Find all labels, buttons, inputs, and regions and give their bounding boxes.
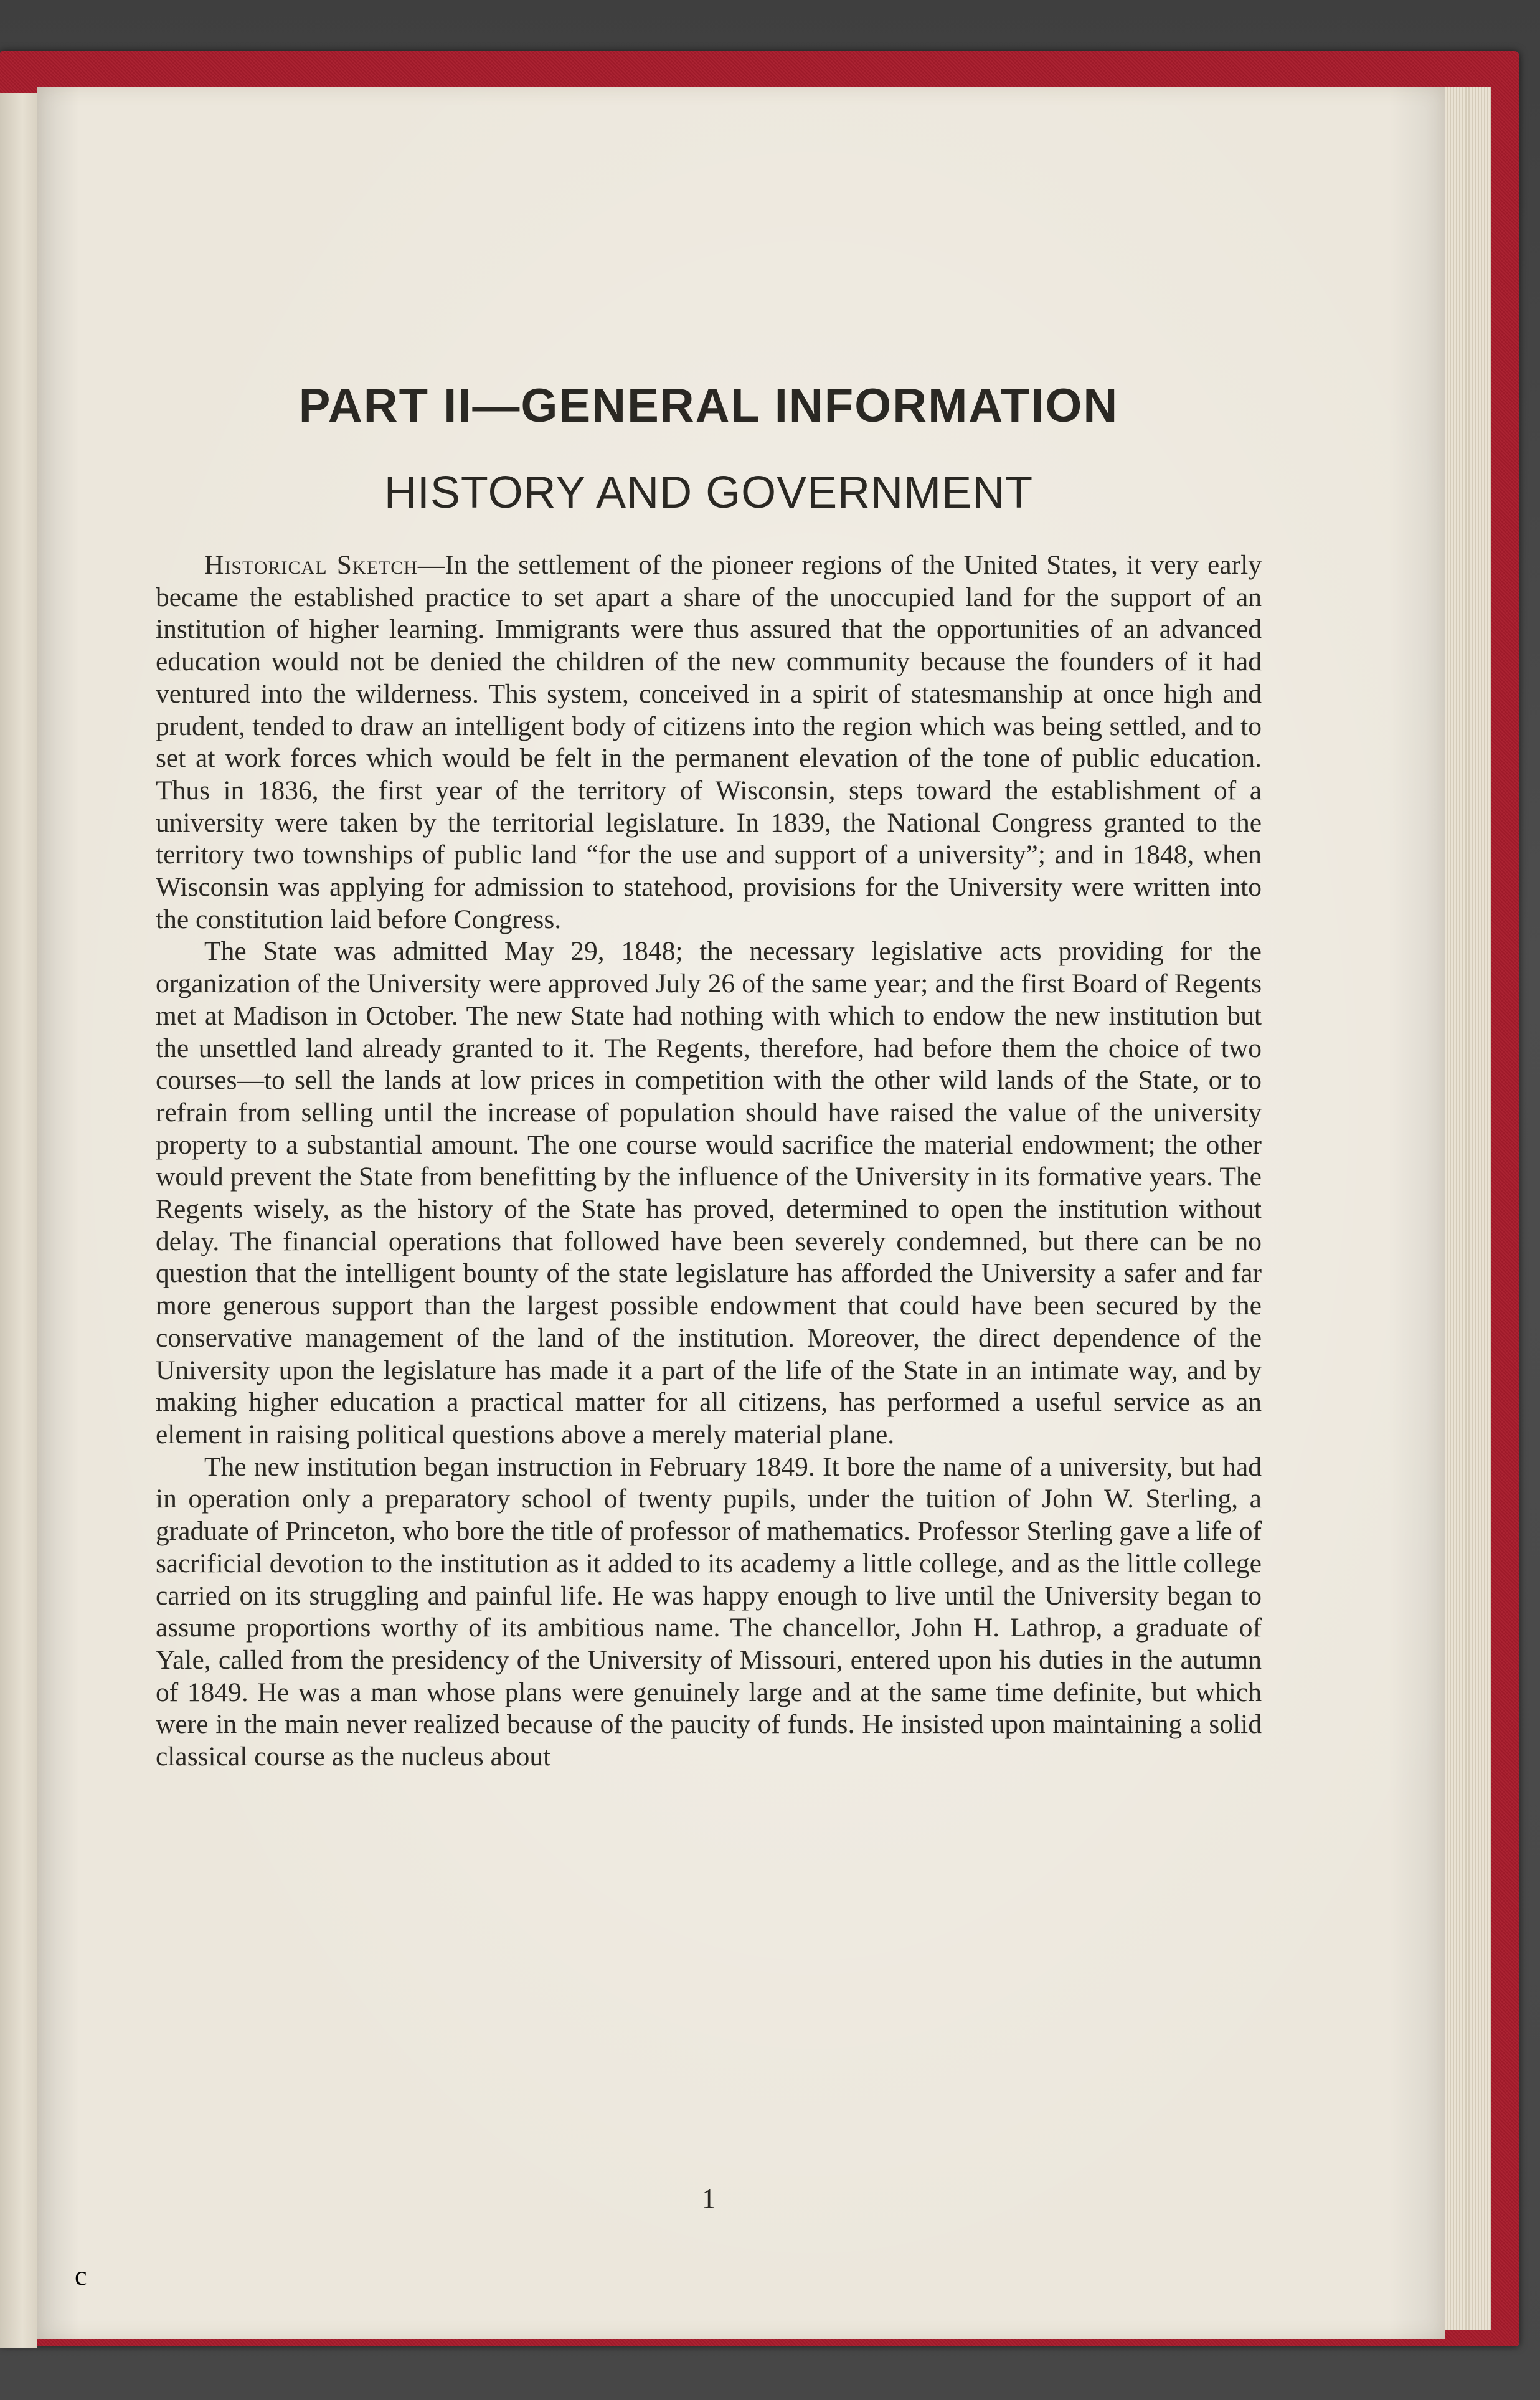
signature-mark: c [75, 2260, 87, 2291]
paragraph-2: The State was admitted May 29, 1848; the necessary legislative acts providing for the organization of the University were approved July 26 of the same year; and the first Board of Regents met at Madison in October. The new State had nothing with which to endow the new institution but the unsettled land already granted to it. The Regents, therefore, had before them the choice of two courses—to sell the lands at low prices in competition with the other wild lands of the State, or to refrain from selling until the increase of population should have raised the value of the university property to a substantial amount. The one course would sacrifice the material endowment; the other would prevent the State from benefitting by the influence of the University in its formative years. The Regents wisely, as the history of the State has proved, determined to open the institution without delay. The financial operations that followed have been severely condemned, but there can be no question that the intelligent bounty of the state legislature has afforded the University a safer and far more generous support than the largest possible endowment that could have been secured by the conservative management of the land of the institution. Moreover, the direct dependence of the University upon the legislature has made it a part of the life of the State in an intimate way, and by making higher education a practical matter for all citizens, has performed a useful service as an element in raising political questions above a merely material plane. [156, 936, 1262, 1449]
lead-heading: Historical Sketch [204, 550, 418, 580]
facing-page-edge [0, 93, 37, 2348]
paragraph-1 [156, 549, 1262, 936]
paragraph-1-text: —In the settlement of the pioneer regions of the United States, it very early became the established practice to set apart a share of the unoccupied land for the support of an institution of higher learning. Immigrants were thus assured that the opportunities of an advanced education would not be denied the children of the new community because the founders of it had ventured into the wilderness. This system, conceived in a spirit of statesmanship at once high and prudent, tended to draw an intelligent body of citizens into the region which was being settled, and to set at work forces which would be felt in the permanent elevation of the tone of public education. Thus in 1836, the first year of the territory of Wisconsin, steps toward the establishment of a university were taken by the territorial legislature. In 1839, the National Congress granted to the territory two townships of public land “for the use and support of a university”; and in 1848, when Wisconsin was applying for admission to statehood, provisions for the University were written into the constitution laid before Congress. [156, 550, 1262, 934]
part-title: PART II—GENERAL INFORMATION [298, 379, 1119, 432]
section-title: HISTORY AND GOVERNMENT [384, 468, 1034, 518]
page-number: 1 [702, 2183, 716, 2214]
paragraph-3: The new institution began instruction in February 1849. It bore the name of a university, but had in operation only a preparatory school of twenty pupils, under the tuition of John W. Sterling, a graduate of Princeton, who bore the title of professor of mathematics. Professor Sterling gave a life of sacrificial devotion to the institution as it added to its academy a little college, and as the little college carried on its struggling and painful life. He was happy enough to live until the University began to assume proportions worthy of its ambitious name. The chancellor, John H. Lathrop, a graduate of Yale, called from the presidency of the University of Missouri, entered upon his duties in the autumn of 1849. He was a man whose plans were genuinely large and at the same time definite, but which were in the main never realized because of the paucity of funds. He insisted upon maintaining a solid classical course as the nucleus about [156, 1451, 1262, 1772]
book-page [37, 87, 1445, 2339]
body-text [156, 549, 1262, 1773]
